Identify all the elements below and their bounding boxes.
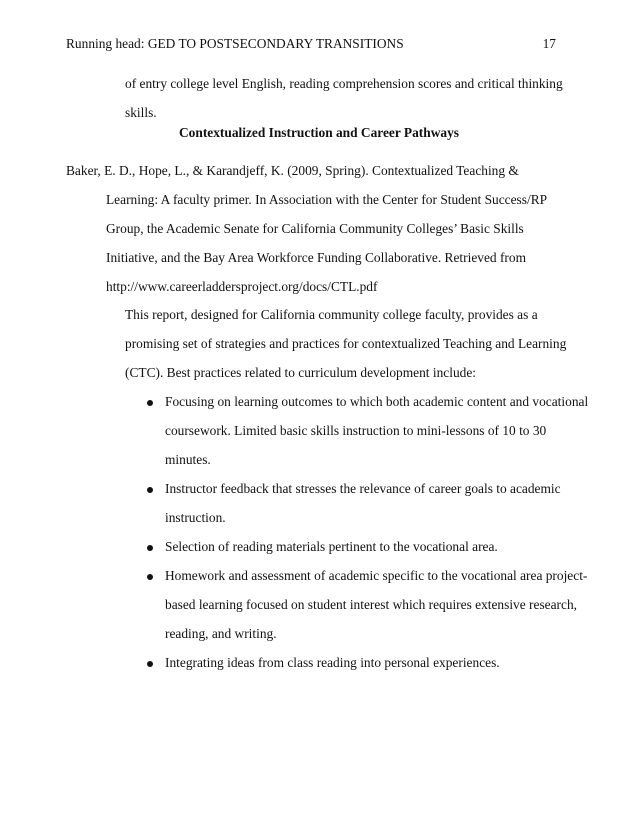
bullet-line: Integrating ideas from class reading into personal experiences. xyxy=(165,655,500,670)
bullet-line: minutes. xyxy=(165,452,211,467)
bullet-line: Focusing on learning outcomes to which both academic content and vocational xyxy=(165,394,589,409)
bullet-line: instruction. xyxy=(165,510,226,525)
bullet-line: Selection of reading materials pertinent to the vocational area. xyxy=(165,539,498,554)
bullet-line: coursework. Limited basic skills instruction to mini-lessons of 10 to 30 xyxy=(165,423,547,438)
bullet-dot xyxy=(147,574,153,580)
bullet-dot xyxy=(147,400,153,406)
bullet-dot xyxy=(147,487,153,493)
citation-url: http://www.careerladdersproject.org/docs/CTL.pdf xyxy=(106,279,378,294)
intro-line: of entry college level English, reading comprehension scores and critical thinking xyxy=(125,76,563,91)
bullet-dot xyxy=(147,661,153,667)
summary-line: (CTC). Best practices related to curriculum development include: xyxy=(125,365,477,380)
page-number: 17 xyxy=(542,36,556,51)
citation-line: Initiative, and the Bay Area Workforce Funding Collaborative. Retrieved from xyxy=(106,250,526,265)
citation-line: Baker, E. D., Hope, L., & Karandjeff, K. (2009, Spring). Contextualized Teaching & xyxy=(66,163,519,178)
bullet-line: Instructor feedback that stresses the relevance of career goals to academic xyxy=(165,481,561,496)
bullet-line: based learning focused on student interest which requires extensive research, xyxy=(165,597,577,612)
running-head: Running head: GED TO POSTSECONDARY TRANSITIONS xyxy=(66,36,404,51)
bullet-line: Homework and assessment of academic specific to the vocational area project- xyxy=(165,568,588,583)
citation-line: Learning: A faculty primer. In Association with the Center for Student Success/RP xyxy=(106,192,548,207)
bullet-line: reading, and writing. xyxy=(165,626,277,641)
section-heading: Contextualized Instruction and Career Pathways xyxy=(179,125,459,140)
summary-line: This report, designed for California community college faculty, provides as a xyxy=(125,307,538,322)
summary-line: promising set of strategies and practices for contextualized Teaching and Learning xyxy=(125,336,567,351)
intro-line: skills. xyxy=(125,105,157,120)
citation-line: Group, the Academic Senate for California Community Colleges’ Basic Skills xyxy=(106,221,524,236)
bullet-dot xyxy=(147,545,153,551)
